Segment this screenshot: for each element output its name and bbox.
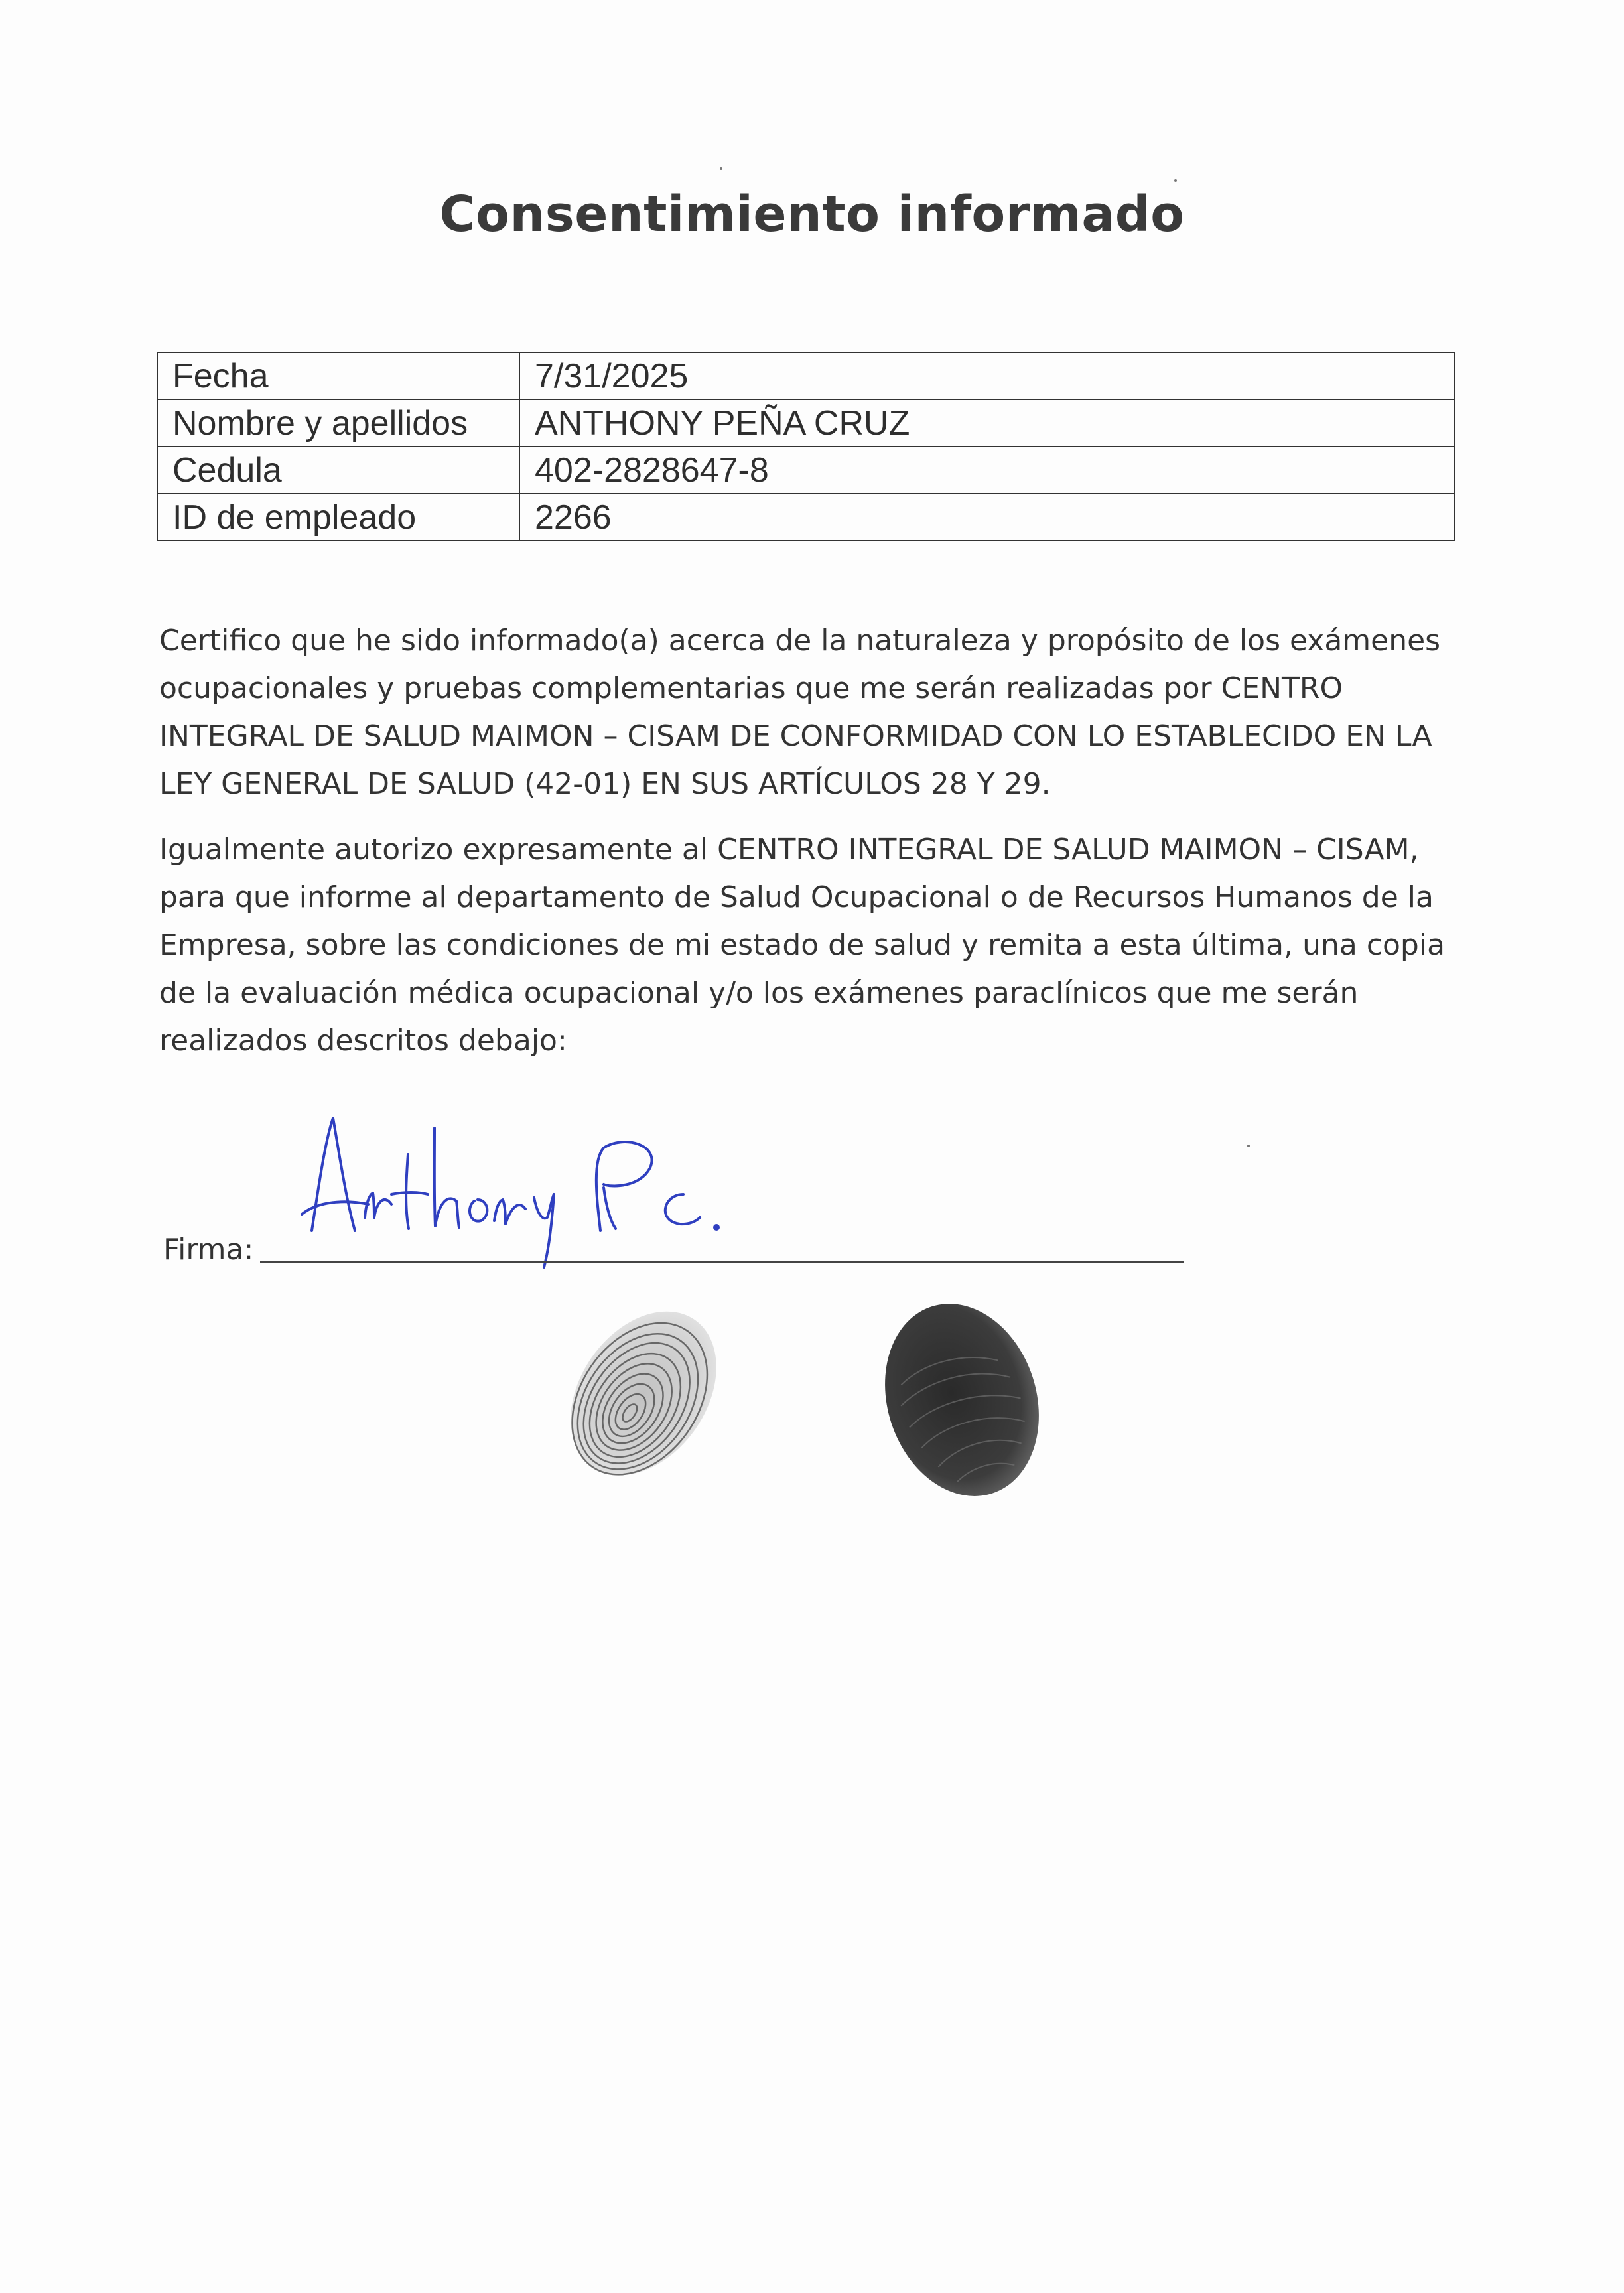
field-value-nombre: ANTHONY PEÑA CRUZ [519, 399, 1455, 447]
document-title: Consentimiento informado [439, 186, 1185, 243]
signature-stroke-y [534, 1194, 554, 1267]
scan-speck [1174, 179, 1177, 182]
signature-stroke-p [596, 1142, 652, 1231]
field-value-fecha: 7/31/2025 [519, 352, 1455, 399]
signature-stroke-a-bar [302, 1202, 368, 1214]
field-label-fecha: Fecha [157, 352, 519, 399]
signature-stroke-a [312, 1118, 355, 1231]
scan-speck [1247, 1145, 1250, 1147]
scan-speck [720, 167, 722, 170]
field-label-nombre: Nombre y apellidos [157, 399, 519, 447]
signature-stroke-p-stem [604, 1188, 616, 1229]
signature-stroke-c [665, 1194, 700, 1224]
signature-stroke-t-bar [391, 1192, 428, 1194]
signature-line [260, 1261, 1184, 1263]
field-label-id-empleado: ID de empleado [157, 494, 519, 541]
signature-dot [714, 1225, 718, 1229]
table-row [157, 447, 1455, 494]
table-row [157, 399, 1455, 447]
field-value-id-empleado: 2266 [519, 494, 1455, 541]
table-row [157, 352, 1455, 399]
field-value-cedula: 402-2828647-8 [519, 447, 1455, 494]
handwritten-signature [292, 1088, 796, 1287]
signature-stroke-n2 [494, 1200, 525, 1224]
left-fingerprint [544, 1294, 743, 1493]
certification-paragraph: Certifico que he sido informado(a) acerca de la naturaleza y propósito de los exámenes ocupacionales y pruebas complementarias que me serán realizadas por CENTRO INTEGRAL DE SALUD MAIMON – CISAM DE CONFORMIDAD CON LO ESTABLECIDO EN LA LEY GENERAL DE SALUD (42-01) EN SUS ARTÍCULOS 28 Y 29. [159, 624, 1441, 801]
signature-stroke-h [435, 1128, 459, 1227]
field-label-cedula: Cedula [157, 447, 519, 494]
firma-label: Firma: [163, 1233, 254, 1267]
table-row [157, 494, 1455, 541]
info-table [157, 352, 1455, 541]
right-fingerprint [862, 1294, 1061, 1506]
signature-stroke-o [470, 1200, 487, 1221]
authorization-paragraph: Igualmente autorizo expresamente al CENTRO INTEGRAL DE SALUD MAIMON – CISAM, para que informe al departamento de Salud Ocupacional o de Recursos Humanos de la Empresa, sobre las condiciones de mi estado de salud y remita a esta última, una copia de la evaluación médica ocupacional y/o los exámenes paraclínicos que me serán realizados descritos debajo: [159, 833, 1446, 1058]
